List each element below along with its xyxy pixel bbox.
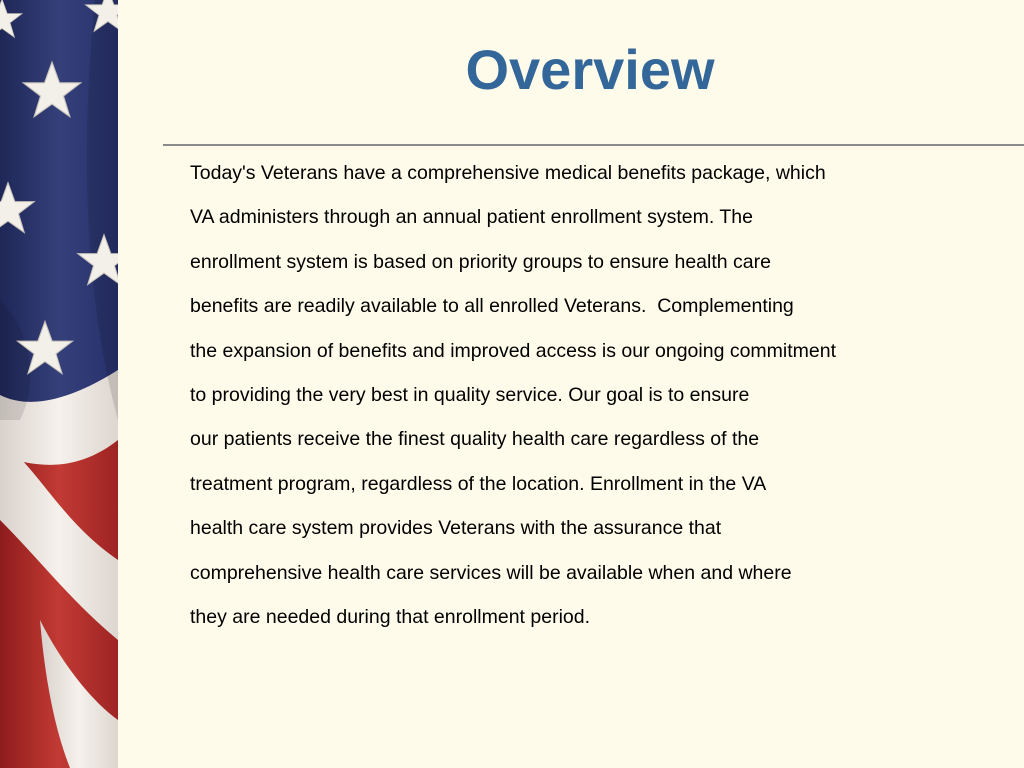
paragraph-line: treatment program, regardless of the location. Enrollment in the VA: [190, 472, 767, 495]
paragraph-line: comprehensive health care services will be available when and where: [190, 561, 792, 584]
paragraph-line: to providing the very best in quality service. Our goal is to ensure: [190, 383, 750, 406]
paragraph-line: the expansion of benefits and improved access is our ongoing commitment: [190, 339, 837, 362]
paragraph-line: Today's Veterans have a comprehensive medical benefits package, which: [190, 162, 826, 184]
title-divider: [163, 144, 1024, 146]
paragraph-line: health care system provides Veterans with the assurance that: [190, 517, 722, 540]
american-flag-image: [0, 0, 118, 768]
body-paragraph: [190, 159, 990, 647]
paragraph-line: benefits are readily available to all enrolled Veterans. Complementing: [190, 295, 794, 318]
slide-title: Overview: [465, 38, 715, 101]
paragraph-line: our patients receive the finest quality health care regardless of the: [190, 428, 760, 451]
paragraph-line: they are needed during that enrollment period.: [190, 605, 591, 628]
paragraph-line: enrollment system is based on priority groups to ensure health care: [190, 250, 771, 273]
paragraph-line: VA administers through an annual patient enrollment system. The: [190, 206, 753, 229]
